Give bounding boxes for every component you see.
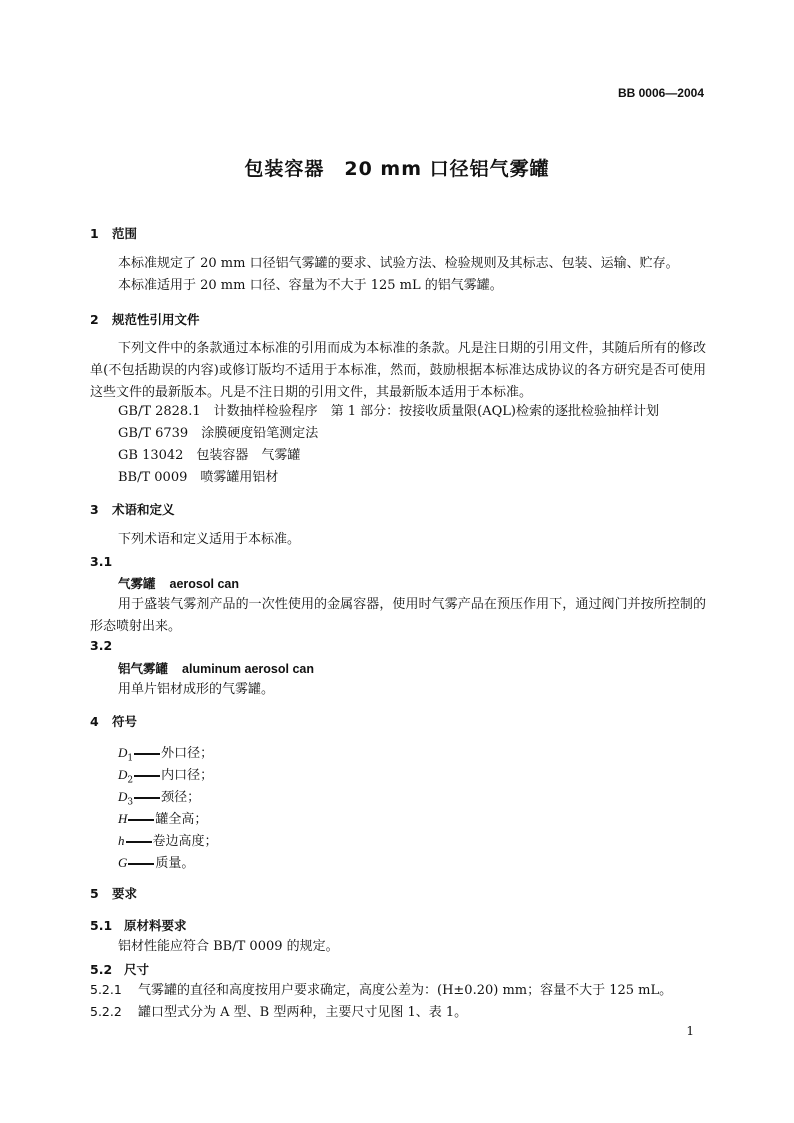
- symbol-row: [118, 786, 200, 808]
- references-paragraph: 下列文件中的条款通过本标准的引用而成为本标准的条款。凡是注日期的引用文件，其随后所有的修改单(不包括勘误的内容)或修订版均不适用于本标准，然而，鼓励根据本标准达成协议的各方研究是否可使用这些文件的最新版本。凡是不注日期的引用文件，其最新版本适用于本标准。: [90, 341, 706, 400]
- term-3-1-definition: 用于盛装气雾剂产品的一次性使用的金属容器，使用时气雾产品在预压作用下，通过阀门并按所控制的形态喷射出来。: [90, 597, 706, 634]
- symbol-row: [118, 808, 207, 827]
- term-3-1-number: 3.1: [90, 554, 113, 569]
- term-en: aerosol can: [169, 577, 239, 591]
- dash: [128, 863, 154, 865]
- dash: [134, 797, 160, 799]
- document-title: 包装容器 20 mm 口径铝气雾罐: [244, 158, 550, 180]
- section-4-heading: [90, 712, 137, 730]
- section-title: 范围: [112, 226, 138, 241]
- section-number: 1: [90, 226, 99, 241]
- symbol-description: 外口径；: [161, 746, 214, 761]
- clause-5-2-1: [90, 980, 672, 1001]
- dash: [134, 775, 160, 777]
- reference-item: GB 13042 包装容器 气雾罐: [118, 448, 301, 463]
- symbol: H: [118, 811, 128, 826]
- reference-item: BB/T 0009 喷雾罐用铝材: [118, 470, 279, 485]
- section-title: 规范性引用文件: [112, 312, 200, 327]
- symbol: D: [118, 789, 128, 804]
- symbol-description: 内口径；: [161, 768, 214, 783]
- symbol-row: [118, 742, 213, 764]
- clause-5-2-2: [90, 1002, 467, 1023]
- clause-number: 5.2.1: [90, 982, 122, 997]
- subsection-number: 5.2: [90, 962, 113, 977]
- symbol-subscript: 3: [127, 797, 134, 808]
- symbol: D: [118, 767, 128, 782]
- scope-paragraph-1: 本标准规定了 20 mm 口径铝气雾罐的要求、试验方法、检验规则及其标志、包装、运输、贮存。: [118, 256, 679, 271]
- dash: [134, 753, 160, 755]
- term-en: aluminum aerosol can: [182, 662, 314, 676]
- symbol-description: 卷边高度；: [152, 834, 218, 849]
- reference-item: GB/T 2828.1 计数抽样检验程序 第 1 部分：按接收质量限(AQL)检索的逐批检验抽样计划: [118, 404, 659, 419]
- clause-text: 气雾罐的直径和高度按用户要求确定，高度公差为：(H±0.20) mm；容量不大于 125 mL。: [138, 983, 673, 998]
- term-3-2: [118, 659, 314, 677]
- dash: [126, 841, 152, 843]
- terms-intro: 下列术语和定义适用于本标准。: [118, 532, 301, 547]
- dash: [128, 819, 154, 821]
- subsection-title: 原材料要求: [124, 918, 187, 933]
- section-2-heading: [90, 310, 200, 328]
- section-1-heading: [90, 224, 137, 242]
- section-number: 5: [90, 886, 99, 901]
- section-number: 3: [90, 502, 99, 517]
- subsection-5-1-heading: [90, 916, 187, 934]
- symbol-row: [118, 764, 213, 786]
- subsection-5-2-heading: [90, 960, 149, 978]
- subsection-5-1-text: 铝材性能应符合 BB/T 0009 的规定。: [118, 939, 339, 954]
- reference-item: GB/T 6739 涂膜硬度铅笔测定法: [118, 426, 319, 441]
- section-3-heading: [90, 500, 175, 518]
- symbol-description: 颈径；: [161, 790, 201, 805]
- scope-paragraph-2: 本标准适用于 20 mm 口径、容量为不大于 125 mL 的铝气雾罐。: [118, 278, 503, 293]
- section-number: 2: [90, 312, 99, 327]
- subsection-number: 5.1: [90, 918, 113, 933]
- symbol-row: [118, 852, 194, 871]
- term-3-2-number: 3.2: [90, 638, 113, 653]
- section-number: 4: [90, 714, 99, 729]
- symbol: G: [118, 855, 128, 870]
- symbol-subscript: 2: [127, 775, 134, 786]
- symbol-description: 罐全高；: [155, 812, 208, 827]
- symbol: h: [118, 833, 125, 848]
- symbol: D: [118, 745, 128, 760]
- term-3-1: [118, 574, 239, 592]
- clause-number: 5.2.2: [90, 1004, 122, 1019]
- section-title: 符号: [112, 714, 138, 729]
- clause-text: 罐口型式分为 A 型、B 型两种，主要尺寸见图 1、表 1。: [138, 1005, 468, 1020]
- section-title: 要求: [112, 886, 138, 901]
- standard-number: BB 0006—2004: [617, 86, 704, 100]
- section-title: 术语和定义: [112, 502, 175, 517]
- symbol-row: [118, 830, 218, 849]
- section-5-heading: [90, 884, 137, 902]
- symbol-subscript: 1: [127, 753, 134, 764]
- symbol-description: 质量。: [155, 856, 195, 871]
- term-zh: 气雾罐: [118, 576, 156, 591]
- subsection-title: 尺寸: [124, 962, 150, 977]
- term-3-2-definition: 用单片铝材成形的气雾罐。: [118, 682, 275, 697]
- term-zh: 铝气雾罐: [118, 661, 169, 676]
- page-number: 1: [686, 1024, 694, 1038]
